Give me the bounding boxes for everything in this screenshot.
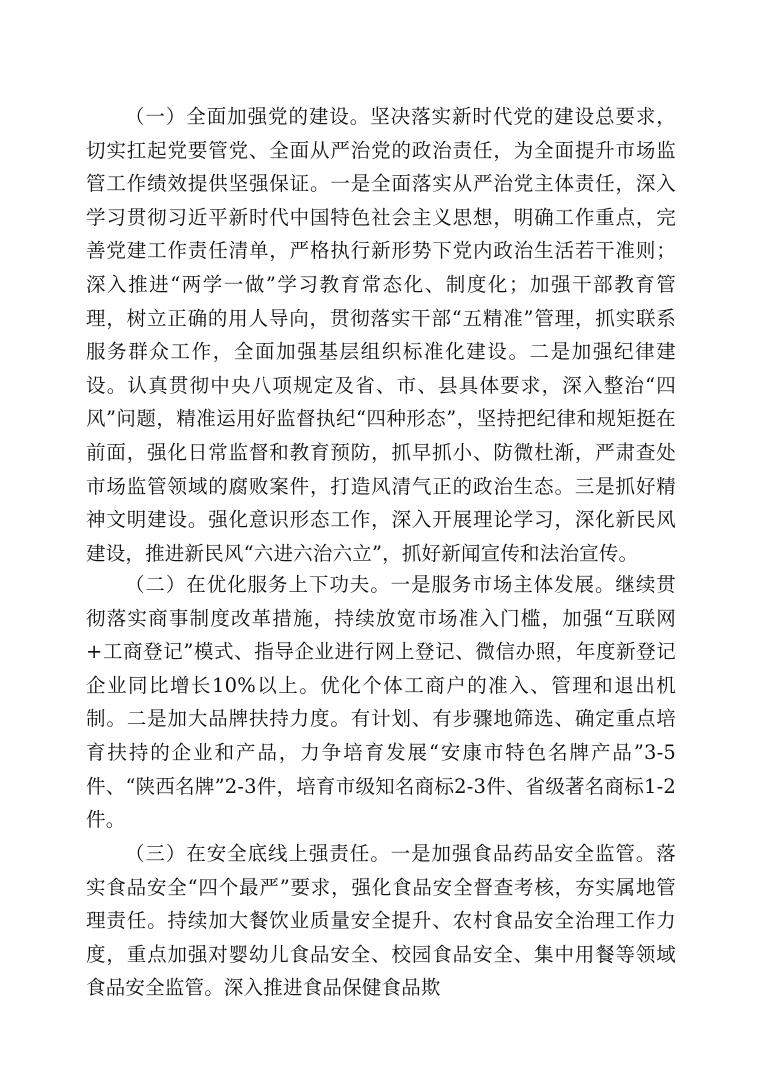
paragraph-party-building: （一）全面加强党的建设。坚决落实新时代党的建设总要求，切实扛起党要管党、全面从严治党的政治责任，为全面提升市场监管工作绩效提供坚强保证。一是全面落实从严治党主体责任，深入学习贯彻习近平新时代中国特色社会主义思想，明确工作重点，完善党建工作责任清单，严格执行新形势下党内政治生活若干准则；深入推进“两学一做”学习教育常态化、制度化；加强干部教育管理，树立正确的用人导向，贯彻落实干部“五精准”管理，抓实联系服务群众工作，全面加强基层组织标准化建设。二是加强纪律建设。认真贯彻中央八项规定及省、市、县具体要求，深入整治“四风”问题，精准运用好监督执纪“四种形态”，坚持把纪律和规矩挺在前面，强化日常监督和教育预防，抓早抓小、防微杜渐，严肃查处市场监管领域的腐败案件，打造风清气正的政治生态。三是抓好精神文明建设。强化意识形态工作，深入开展理论学习，深化新民风建设，推进新民风“六进六治六立”，抓好新闻宣传和法治宣传。 <box>86 105 676 565</box>
paragraph-safety-responsibility: （三）在安全底线上强责任。一是加强食品药品安全监管。落实食品安全“四个最严”要求，强化食品安全督查考核，夯实属地管理责任。持续加大餐饮业质量安全提升、农村食品安全治理工作力度，重点加强对婴幼儿食品安全、校园食品安全、集中用餐等领域食品安全监管。深入推进食品保健食品欺 <box>86 842 676 1000</box>
paragraph-service-optimization: （二）在优化服务上下功夫。一是服务市场主体发展。继续贯彻落实商事制度改革措施，持续放宽市场准入门槛，加强“互联网+工商登记”模式、指导企业进行网上登记、微信办照，年度新登记企业同比增长10%以上。优化个体工商户的准入、管理和退出机制。二是加大品牌扶持力度。有计划、有步骤地筛选、确定重点培育扶持的企业和产品，力争培育发展“安康市特色名牌产品”3-5件、“陕西名牌”2-3件，培育市级知名商标2-3件、省级著名商标1-2件。 <box>86 573 676 832</box>
